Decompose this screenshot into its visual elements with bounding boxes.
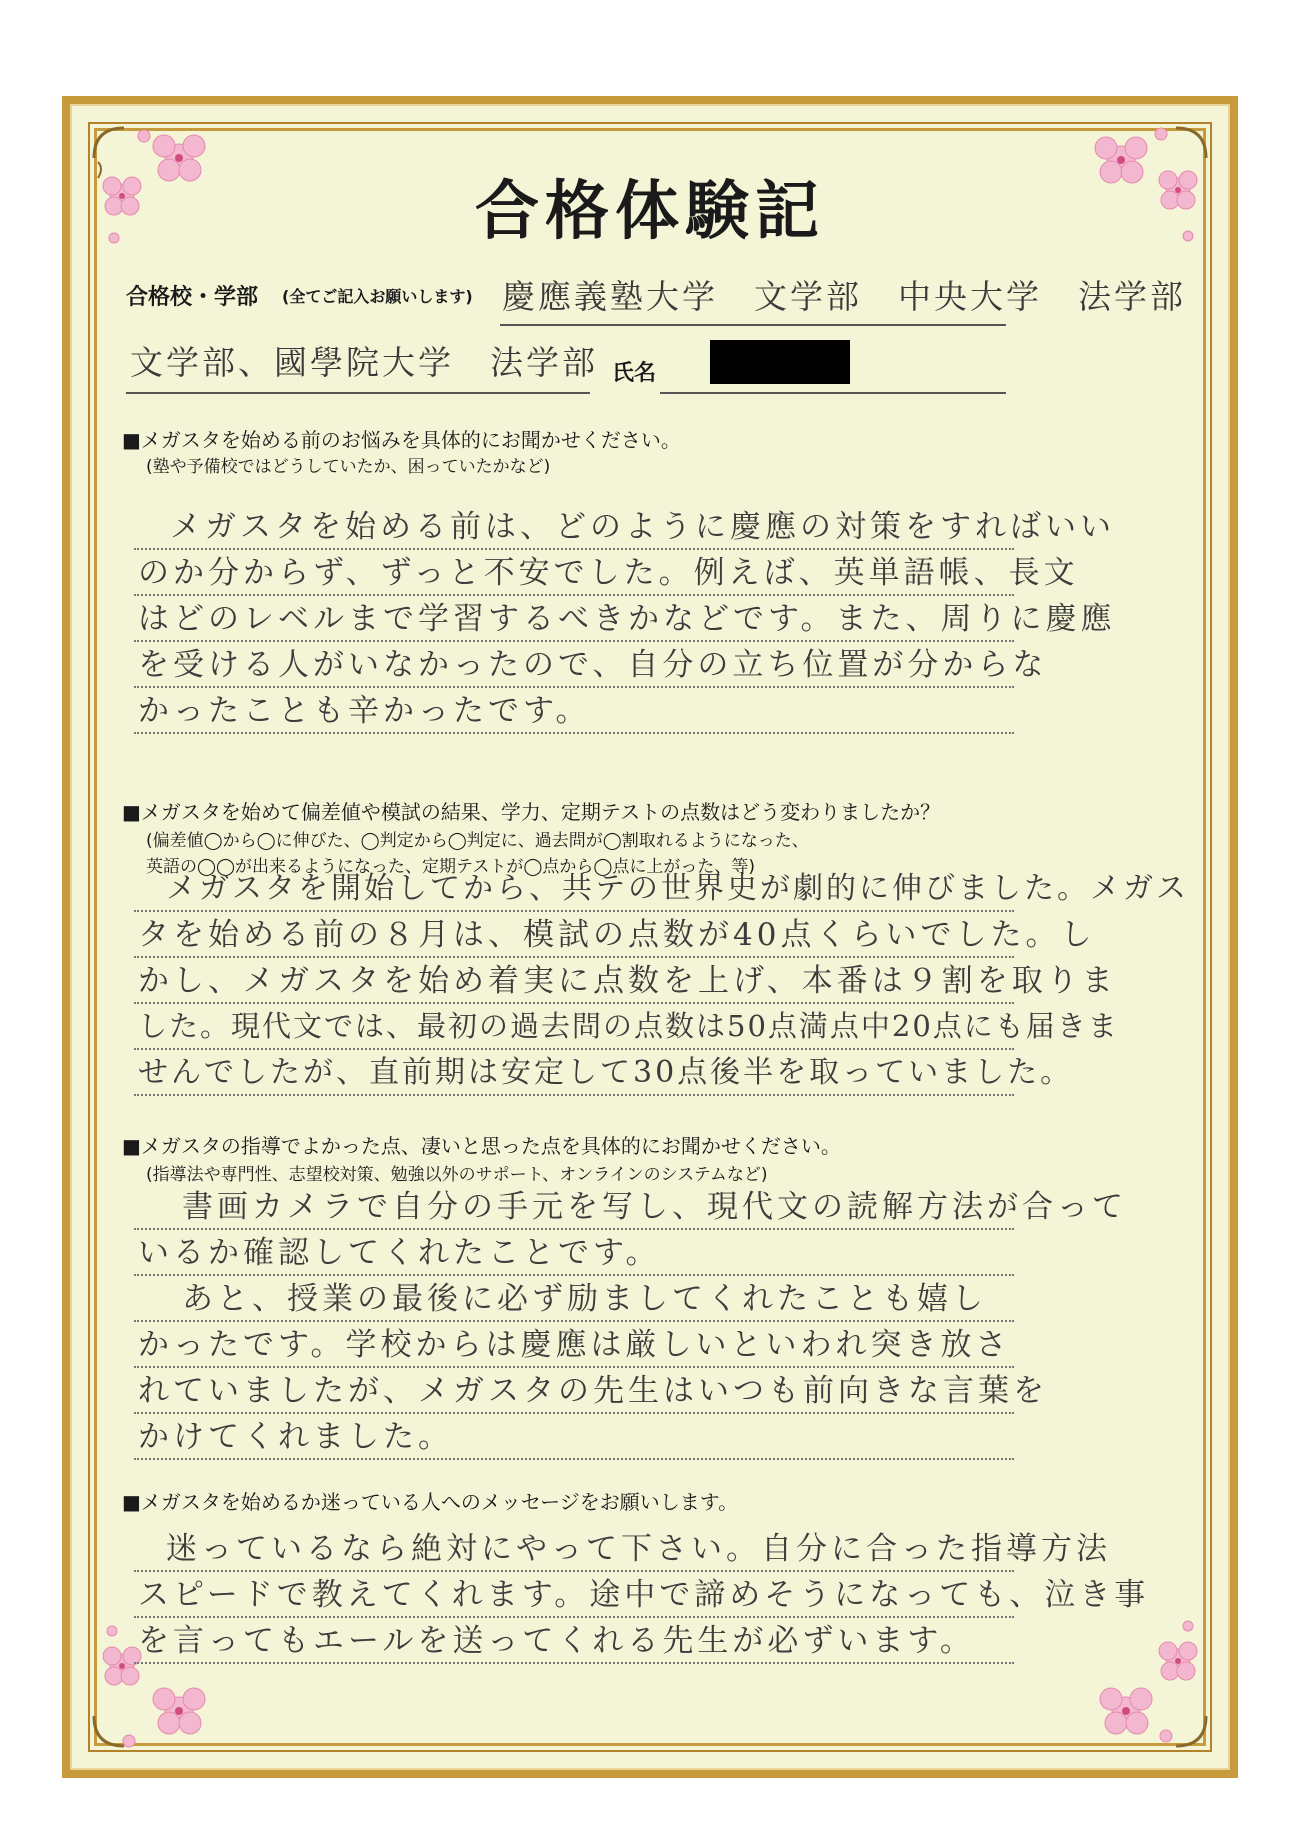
school-line-1: 慶應義塾大学 文学部 中央大学 法学部 [502,277,1186,316]
ruled-line [134,1228,1014,1230]
ruled-line [134,1320,1014,1322]
ruled-line [134,1662,1014,1664]
ruled-line [134,1458,1014,1460]
q2-subtext: (偏差値◯から◯に伸びた、◯判定から◯判定に、過去問が◯割取れるようになった、 [146,831,809,851]
name-redaction [710,340,850,384]
name-label: 氏名 [612,361,657,386]
school-underline-1 [500,324,1006,326]
document-sheet [62,96,1238,1778]
q1-answer-line: のか分からず、ずっと不安でした。例えば、英単語帳、長文 [138,555,1079,591]
page-title: 合格体験記 [475,174,825,249]
ruled-line [134,1570,1014,1572]
q1-answer-line: かったことも辛かったです。 [138,693,591,729]
q3-answer-line: 書画カメラで自分の手元を写し、現代文の読解方法が合って [182,1189,1127,1225]
q4-answer-line: スピードで教えてくれます。途中で諦めそうになっても、泣き事 [138,1577,1150,1613]
name-underline [660,392,1006,394]
cherry-blossom-decoration-bottom-right [1066,1606,1216,1756]
q2-answer-line: タを始める前の８月は、模試の点数が40点くらいでした。し [138,917,1096,953]
ruled-line [134,956,1014,958]
ruled-line [134,1412,1014,1414]
q1-answer-line: メガスタを始める前は、どのように慶應の対策をすればいい [170,509,1115,545]
school-line-2: 文学部、國學院大学 法学部 [130,343,598,382]
q2-subtext: 英語の◯◯が出来るようになった、定期テストが◯点から◯点に上がった、等) [146,857,756,877]
ruled-line [134,1094,1014,1096]
ruled-line [134,732,1014,734]
q1-subtext: (塾や予備校ではどうしていたか、困っていたかなど) [146,457,551,477]
ruled-line [134,1274,1014,1276]
q4-answer-line: を言ってもエールを送ってくれる先生が必ずいます。 [138,1623,975,1659]
q2-answer-line: かし、メガスタを始め着実に点数を上げ、本番は９割を取りま [138,963,1117,999]
q3-answer-line: いるか確認してくれたことです。 [138,1235,661,1271]
ruled-line [134,1002,1014,1004]
q2-answer-line: した。現代文では、最初の過去問の点数は50点満点中20点にも届きま [138,1009,1119,1043]
ruled-line [134,594,1014,596]
ruled-line [134,1048,1014,1050]
q3-answer-line: かったです。学校からは慶應は厳しいといわれ突き放さ [138,1327,1011,1363]
q4-answer-line: 迷っているなら絶対にやって下さい。自分に合った指導方法 [166,1531,1111,1567]
q2-answer-line: せんでしたが、直前期は安定して30点後半を取っていました。 [138,1055,1074,1090]
q3-answer-line: かけてくれました。 [138,1419,453,1455]
q3-heading: ■メガスタの指導でよかった点、凄いと思った点を具体的にお聞かせください。 [122,1134,841,1158]
q3-subtext: (指導法や専門性、志望校対策、勉強以外のサポート、オンラインのシステムなど) [146,1165,768,1185]
q1-answer-line: はどのレベルまで学習するべきかなどです。また、周りに慶應 [138,601,1116,637]
ruled-line [134,910,1014,912]
ruled-line [134,548,1014,550]
ruled-line [134,1616,1014,1618]
q4-heading: ■メガスタを始めるか迷っている人へのメッセージをお願いします。 [122,1490,739,1514]
ruled-line [134,686,1014,688]
q3-answer-line: れていましたが、メガスタの先生はいつも前向きな言葉を [138,1373,1048,1409]
ruled-line [134,640,1014,642]
q2-answer-line: メガスタを開始してから、共テの世界史が劇的に伸びました。メガス [166,871,1189,906]
q1-heading: ■メガスタを始める前のお悩みを具体的にお聞かせください。 [122,428,681,452]
q1-answer-line: を受ける人がいなかったので、自分の立ち位置が分からな [138,647,1048,683]
school-underline-2 [126,392,590,394]
school-label: 合格校・学部 [126,285,259,310]
school-label-note: (全てご記入お願いします) [282,287,473,306]
ruled-line [134,1366,1014,1368]
q2-heading: ■メガスタを始めて偏差値や模試の結果、学力、定期テストの点数はどう変わりましたか？ [122,800,941,824]
q3-answer-line: あと、授業の最後に必ず励ましてくれたことも嬉し [182,1281,987,1317]
